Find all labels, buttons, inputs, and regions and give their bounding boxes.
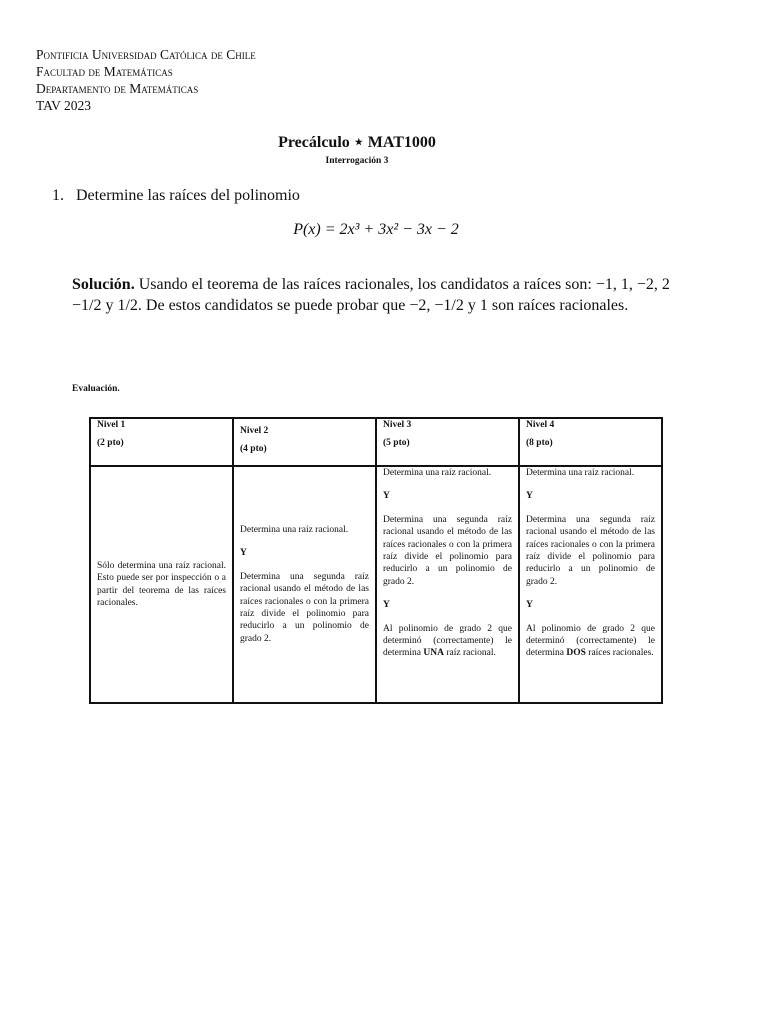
department-name: Departamento de Matemáticas bbox=[36, 81, 199, 96]
level-2-step-1: Determina una raíz racional. bbox=[240, 524, 349, 535]
problem-number: 1. bbox=[52, 187, 64, 204]
document-header bbox=[36, 46, 256, 114]
problem-text: Determine las raíces del polinomio bbox=[76, 187, 300, 204]
level-3-step-3 bbox=[383, 623, 512, 660]
level-3-criteria bbox=[376, 466, 519, 703]
level-3-step-3-post: raíz racional. bbox=[446, 648, 496, 659]
level-3-points: (5 pto) bbox=[383, 438, 410, 449]
level-4-points: (8 pto) bbox=[526, 438, 553, 449]
level-4-and-2: Y bbox=[526, 600, 533, 611]
level-3-step-3-pre: Al polinomio de grado 2 que determinó (correctamente) le determina bbox=[383, 623, 512, 659]
polynomial-formula: P(x) = 2x³ + 3x² − 3x − 2 bbox=[293, 221, 459, 238]
term-label: TAV 2023 bbox=[36, 98, 92, 113]
level-4-step-2: Determina una segunda raíz racional usando el método de las raíces racionales o con la primera raíz divide el polinomio para reducirlo a un polinomio de grado 2. bbox=[526, 514, 655, 587]
level-4-step-3 bbox=[526, 623, 655, 660]
level-2-points: (4 pto) bbox=[240, 444, 267, 455]
evaluation-rubric-table bbox=[89, 417, 663, 704]
problem-statement bbox=[52, 187, 300, 205]
evaluation-title: Evaluación. bbox=[72, 384, 120, 394]
level-4-step-3-emph: DOS bbox=[566, 648, 586, 659]
level-3-header bbox=[376, 418, 519, 466]
university-name: Pontificia Universidad Católica de Chile bbox=[36, 47, 256, 62]
solution-label: Solución. bbox=[72, 276, 135, 293]
level-4-step-3-pre: Al polinomio de grado 2 que determinó (correctamente) le determina bbox=[526, 623, 655, 659]
level-3-step-2: Determina una segunda raíz racional usando el método de las raíces racionales o con la primera raíz divide el polinomio para reducirlo a un polinomio de grado 2. bbox=[383, 514, 512, 587]
rubric-header-row bbox=[90, 418, 662, 466]
rubric-body-row bbox=[90, 466, 662, 703]
level-4-criteria bbox=[519, 466, 662, 703]
level-4-step-1: Determina una raíz racional. bbox=[526, 468, 635, 478]
level-2-step-2: Determina una segunda raíz racional usando el método de las raíces racionales o con la primera raíz divide el polinomio para reducirlo a un polinomio de grado 2. bbox=[240, 571, 369, 644]
level-1-header bbox=[90, 418, 233, 466]
document-title: Precálculo ⋆ MAT1000 bbox=[278, 134, 436, 151]
level-2-name: Nivel 2 bbox=[240, 426, 269, 436]
level-3-name: Nivel 3 bbox=[383, 420, 412, 430]
level-3-step-1: Determina una raíz racional. bbox=[383, 468, 492, 478]
level-4-step-3-post: raíces racionales. bbox=[588, 648, 654, 659]
solution-paragraph bbox=[72, 274, 687, 316]
faculty-name: Facultad de Matemáticas bbox=[36, 64, 173, 79]
level-3-and-2: Y bbox=[383, 600, 390, 611]
level-4-header bbox=[519, 418, 662, 466]
level-1-criteria: Sólo determina una raíz racional. Esto puede ser por inspección o a partir del teorema de las raíces racionales. bbox=[90, 466, 233, 703]
level-2-criteria bbox=[233, 466, 376, 703]
level-4-name: Nivel 4 bbox=[526, 420, 555, 430]
level-2-header bbox=[233, 418, 376, 466]
level-4-and-1: Y bbox=[526, 491, 533, 502]
level-2-and: Y bbox=[240, 548, 247, 559]
level-1-name: Nivel 1 bbox=[97, 420, 126, 430]
level-1-points: (2 pto) bbox=[97, 438, 124, 449]
level-3-step-3-emph: UNA bbox=[423, 648, 444, 659]
level-3-and-1: Y bbox=[383, 491, 390, 502]
document-subtitle: Interrogación 3 bbox=[325, 156, 389, 166]
solution-text: Usando el teorema de las raíces racionales, los candidatos a raíces son: −1, 1, −2, 2 −1/2 y 1/2. De estos candidatos se puede probar que −2, −1/2 y 1 son raíces racionales. bbox=[72, 276, 670, 314]
